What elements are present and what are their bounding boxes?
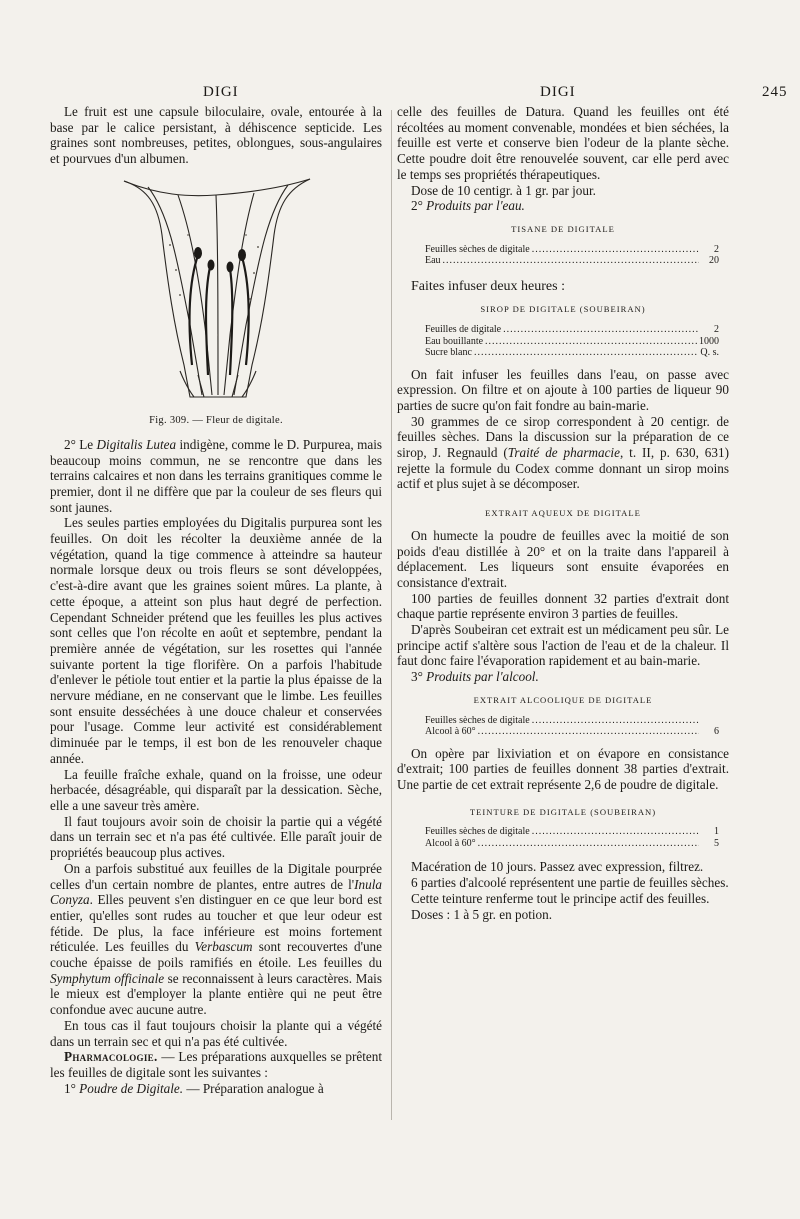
paragraph: On fait infuser les feuilles dans l'eau, on passe avec expression. On filtre et on ajoute à 100 parties de liqueur 90 parties de sucre qu'on fait fondre au bain-marie. (397, 366, 729, 413)
leader-dots (478, 726, 699, 738)
text: sont recouvertes d'une couche épaisse de poils ramifiés en étoile. Les feuilles du (50, 939, 382, 971)
recipe-title: EXTRAIT ALCOOLIQUE DE DIGITALE (473, 694, 653, 705)
paragraph: Il faut toujours avoir soin de choisir la partie qui a végété dans un terrain sec et n'a pas été cultivée. Elle paraît jouir de propriétés beaucoup plus actives. (50, 813, 382, 861)
paragraph: D'après Soubeiran cet extrait est un médicament peu sûr. Le principe actif s'altère sous l'action de l'eau et de la chaleur. Il faut donc faire l'évaporation rapidement et au bain-marie. (397, 622, 729, 669)
paragraph (50, 861, 382, 1018)
paragraph: Le fruit est une capsule biloculaire, ovale, entourée à la base par le calice persistant, à déhiscence septicide. Les graines sont nombreuses, petites, oblongues, sous-angulaires et pourvues d'un albumen. (50, 104, 382, 167)
recipe-title: TEINTURE DE DIGITALE (SOUBEIRAN) (469, 806, 657, 817)
paragraph: Macération de 10 jours. Passez avec expression, filtrez. (411, 859, 704, 875)
paragraph: Les seules parties employées du Digitalis purpurea sont les feuilles. On doit les récolter la deuxième année de la végétation, quand la tige commence à atteindre sa hauteur normale lorsque deux ou trois fleurs se sont développées, c'est-à-dire avant que les graines soient mûres. La plante, à cette époque, a atteint son plus haut degré de perfection. Cependant Schneider prétend que les feuilles les plus actives sont celles que l'on récolte en août et septembre, pendant la première année de végétation, sur les rosettes qui l'année suivante portent la tige florifère. On a parfois l'habitude d'enlever le pétiole tout entier et la partie la plus épaisse de la nervure médiane, en ne conservant que le limbe. Les feuilles sont ensuite desséchées à une douce chaleur et conservées pour l'usage. Comme leur activité est considérablement diminuée par le temps, il est bon de les renouveler chaque année. (50, 515, 382, 766)
text-italic: Inula Conyza (50, 876, 382, 908)
recipe-row (425, 838, 719, 850)
text: indigène, comme le D. Purpurea, mais beaucoup moins commun, ne se rencontre que dans les terrains calcaires et non dans les terrains granitiques comme le premier, dont il ne diffère que par la couleur de ses fleurs qui sont jaunes. (50, 436, 383, 515)
paragraph: Dose de 10 centigr. à 1 gr. par jour. (411, 182, 596, 198)
ingredient: Feuilles sèches de digitale (425, 826, 530, 838)
paragraph (397, 198, 729, 214)
paragraph (50, 1049, 382, 1080)
quantity: 2 (714, 324, 719, 336)
leader-dots (478, 838, 699, 850)
paragraph: On opère par lixiviation et on évapore en consistance d'extrait; 100 parties de feuilles donnent 38 parties d'extrait. Une partie de cet extrait représente 2,6 de poudre de digitale. (397, 745, 729, 792)
leader-dots (443, 255, 699, 267)
text-italic: Produits par l'eau. (426, 198, 525, 214)
leader-dots (503, 324, 699, 336)
right-column (397, 104, 729, 922)
text: , t. II, p. 630, 631) rejette la formule du Codex comme donnant un sirop moins actif et plus sujet à se décomposer. (397, 445, 729, 492)
quantity: 1000 (699, 335, 719, 347)
quantity: 6 (714, 726, 719, 738)
paragraph: Cette teinture renferme tout le principe actif des feuilles. (411, 890, 710, 906)
page-number: 245 (762, 84, 788, 100)
paragraph (397, 414, 729, 493)
figure-309 (50, 175, 382, 437)
recipe-row (425, 324, 719, 336)
quantity: 2 (714, 243, 719, 255)
paragraph (397, 669, 729, 685)
figure-caption: Fig. 309. — Fleur de digitale. (149, 414, 283, 426)
quantity: 20 (709, 255, 719, 267)
leader-dots (485, 336, 697, 348)
foxglove-flower-illustration (118, 175, 314, 405)
recipe-tisane (425, 244, 719, 267)
section-label: Pharmacologie. (64, 1049, 158, 1065)
paragraph: On humecte la poudre de feuilles avec la moitié de son poids d'eau distillée à 20° et on la traite dans l'appareil à déplacement. Les liqueurs sont ensuite évaporées en consistance d'extrait. (397, 527, 729, 590)
text-italic: Verbascum (194, 939, 253, 955)
recipe-title: SIROP DE DIGITALE (SOUBEIRAN) (480, 304, 646, 315)
text-italic: Produits par l'alcool. (426, 669, 539, 685)
ingredient: Alcool à 60° (425, 726, 476, 738)
leader-dots (532, 244, 699, 256)
ingredient: Eau bouillante (425, 335, 484, 347)
text-italic: Traité de pharmacie (507, 445, 620, 461)
ingredient: Feuilles de digitale (425, 324, 502, 336)
paragraph (50, 437, 382, 516)
text-italic: Poudre de Digitale. (79, 1080, 184, 1096)
paragraph: celle des feuilles de Datura. Quand les feuilles ont été récoltées au moment convenable, mondées et bien séchées, la feuille est verte et conserve bien l'odeur de la plante sèche. Cette poudre doit être renouvelée souvent, car elle perd avec le temps ses propriétés thérapeutiques. (397, 104, 729, 182)
recipe-title: EXTRAIT AQUEUX DE DIGITALE (485, 508, 641, 519)
recipe-row (425, 726, 719, 738)
ingredient: Alcool à 60° (425, 837, 476, 849)
text: — Préparation analogue à (183, 1080, 324, 1096)
text: se reconnaissent à leurs caractères. Mais le mieux est d'employer la plante entière qui ne peut être confondue avec aucune autre. (50, 970, 382, 1018)
text-italic: Symphytum officinale (50, 970, 165, 986)
ingredient: Feuilles sèches de digitale (425, 243, 530, 255)
text: 2° (411, 198, 427, 214)
recipe-row (425, 244, 719, 256)
quantity: 1 (714, 826, 719, 838)
recipe-extrait-alcoolique (425, 715, 719, 738)
paragraph: La feuille fraîche exhale, quand on la froisse, une odeur herbacée, désagréable, qui disparaît par la dessication. Sèche, elle a une saveur très amère. (50, 766, 382, 813)
paragraph (50, 1081, 382, 1097)
text: 1° (64, 1080, 80, 1096)
paragraph: En tous cas il faut toujours choisir la plante qui a végété dans un terrain sec et qui n'a pas été cultivée. (50, 1017, 382, 1049)
running-head-left: DIGI (203, 84, 239, 100)
recipe-row (425, 347, 719, 359)
ingredient: Eau (425, 255, 441, 267)
recipe-title: TISANE DE DIGITALE (511, 223, 615, 234)
text: 30 grammes de ce sirop correspondent à 20 centigr. de feuilles sèches. Dans la discussion sur la préparation de ce sirop, J. Regnauld ( (397, 413, 729, 461)
paragraph: 6 parties d'alcoolé représentent une partie de feuilles sèches. (411, 875, 729, 891)
leader-dots (532, 715, 699, 727)
recipe-row (425, 255, 719, 267)
leader-dots (532, 826, 699, 838)
ingredient: Feuilles sèches de digitale (425, 714, 530, 726)
text: . Elles peuvent s'en distinguer en ce que leur bord est entier, qu'elles sont rudes au toucher et que leur odeur est fétide. De plus, la face inférieure est moins fortement réticulée. Les feuilles du (50, 892, 382, 955)
running-head-right: DIGI (540, 84, 576, 100)
column-divider (391, 110, 392, 1120)
recipe-row (425, 715, 719, 727)
paragraph: Doses : 1 à 5 gr. en potion. (411, 906, 553, 922)
left-column (50, 104, 382, 1096)
text: On a parfois substitué aux feuilles de la Digitale pourprée celles d'un certain nombre de plantes, entre autres de l' (50, 860, 382, 892)
recipe-row (425, 826, 719, 838)
recipe-row (425, 336, 719, 348)
text: 3° (411, 669, 427, 685)
recipe-sirop (425, 324, 719, 359)
leader-dots (474, 347, 698, 359)
text: — Les préparations auxquelles se prêtent les feuilles de digitale sont les suivantes : (50, 1049, 382, 1080)
text-italic: Digitalis Lutea (96, 436, 177, 452)
quantity: Q. s. (700, 347, 719, 359)
ingredient: Sucre blanc (425, 347, 472, 359)
quantity: 5 (714, 837, 719, 849)
text: 2° Le (64, 436, 97, 452)
paragraph: 100 parties de feuilles donnent 32 parties d'extrait dont chaque partie représente environ 3 parties de feuilles. (397, 590, 729, 622)
recipe-teinture (425, 826, 719, 849)
paragraph: Faites infuser deux heures : (411, 278, 565, 294)
